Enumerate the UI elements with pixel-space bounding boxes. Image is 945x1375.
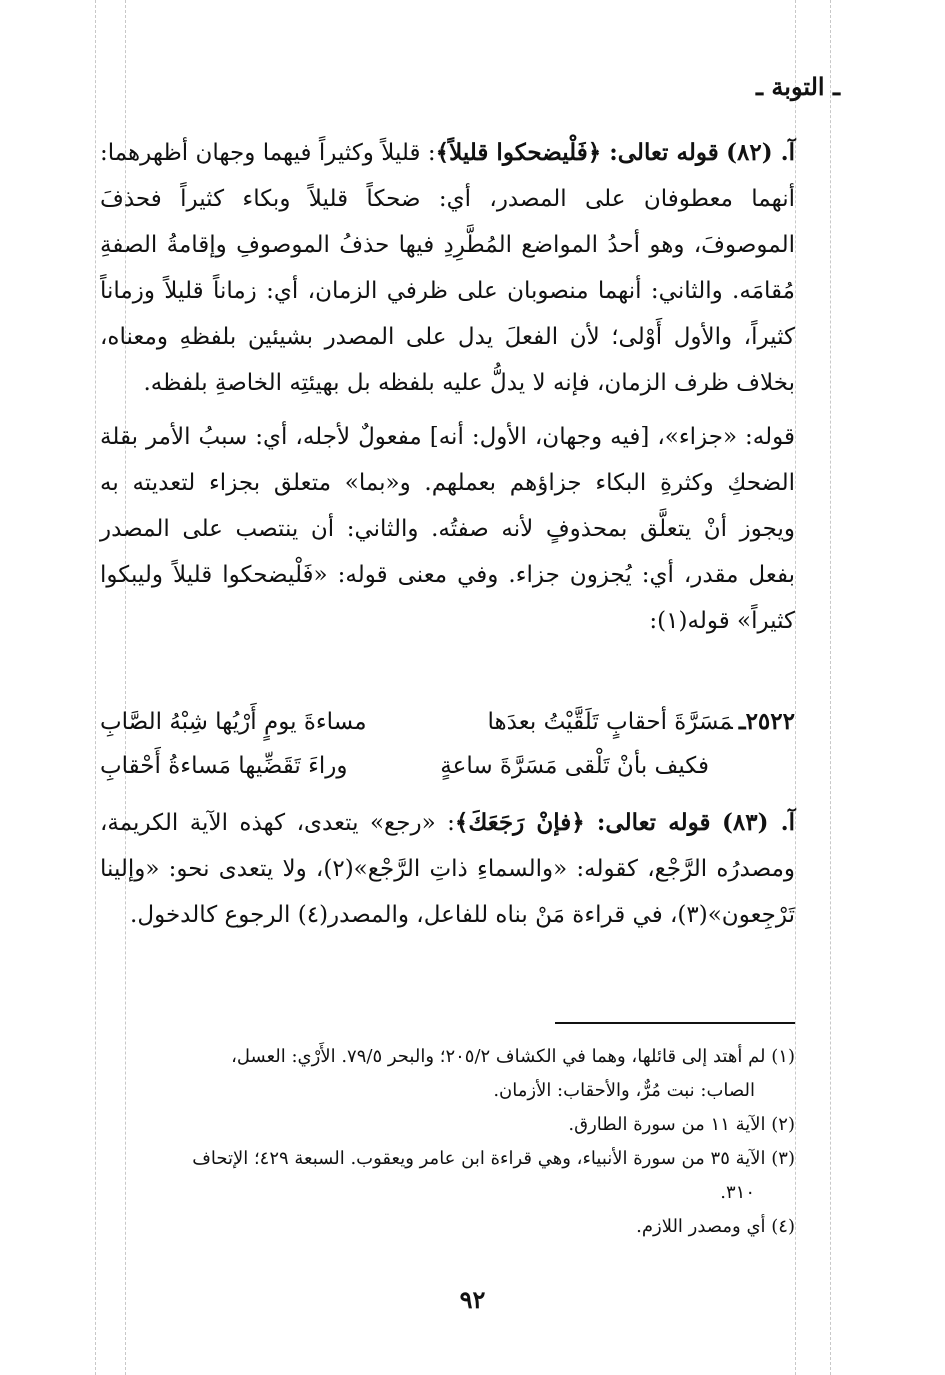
verse-line-2 (100, 744, 795, 788)
hemistich-left: مساءةَ يومٍ أَرْيُها شِبْهُ الصَّابِ (100, 709, 367, 735)
footnote-separator (555, 1022, 795, 1024)
verse-line-1 (100, 700, 795, 744)
hemistich-right: فكيف بأنْ تَلْقى مَسَرَّةَ ساعةٍ (440, 753, 709, 779)
footnote-3-continued: ٣١٠. (720, 1182, 755, 1203)
footnote-1: (١) لم أهتد إلى قائلها، وهما في الكشاف ٢٠٥/٢؛ والبحر ٧٩/٥. الأَرْي: العسل، (231, 1046, 795, 1067)
quran-quote: قوله تعالى: ﴿فإنْ رَجَعَكَ﴾ (454, 809, 711, 836)
paragraph-text: : «رجع» يتعدى، كهذه الآية الكريمة، ومصدرُه الرَّجْع، كقوله: «والسماءِ ذاتِ الرَّجْع»(٢)، ولا يتعدى نحو: «وإلينا تَرْجِعون»(٣)، في قراءة مَنْ بناه للفاعل، والمصدر(٤) الرجوع كالدخول. (100, 810, 795, 928)
quran-quote: قوله تعالى: ﴿فَلْيضحكوا قليلاً﴾ (435, 139, 719, 166)
hemistich-left: وراءَ تَقَضِّيها مَساءةُ أَحْقابِ (100, 753, 348, 779)
page-number: ٩٢ (459, 1285, 486, 1314)
scan-margin-line (95, 0, 96, 1375)
footnote-3: (٣) الآية ٣٥ من سورة الأنبياء، وهي قراءة ابن عامر ويعقوب. السبعة ٤٢٩؛ الإتحاف (192, 1148, 795, 1169)
verse-number: آ. (٨٢) (726, 139, 796, 166)
main-text (100, 130, 795, 644)
footnotes (100, 1040, 795, 1244)
paragraph-verse-83 (100, 800, 795, 938)
main-text-continued (100, 800, 795, 938)
paragraph-verse-82 (100, 130, 795, 406)
footnote-4: (٤) أي ومصدر اللازم. (636, 1216, 795, 1237)
paragraph-jaza: قوله: «جزاء»، [فيه وجهان، الأول: أنه] مفعولٌ لأجله، أي: سببُ الأمر بقلة الضحكِ وكثرةِ البكاء جزاؤهم بعملهم. و«بما» متعلق بجزاء لتعديته به ويجوز أنْ يتعلَّق بمحذوفٍ لأنه صفتُه. والثاني: أن ينتصب على المصدر بفعل مقدر، أي: يُجزون جزاء. وفي معنى قوله: «فَلْيضحكوا قليلاً وليبكوا كثيراً» قوله(١): (100, 424, 795, 634)
hemistich-right: مَسَرَّةَ أحقابٍ تَلَقَّيْتُ بعدَها (487, 709, 733, 735)
verse-number: آ. (٨٣) (721, 809, 796, 836)
poetry-verse (100, 700, 795, 788)
paragraph-text: : قليلاً وكثيراً فيهما وجهان أظهرهما: أنهما معطوفان على المصدر، أي: ضحكاً قليلاً وبكاء كثيراً فحذفَ الموصوفَ، وهو أحدُ المواضع المُطَّرِدِ فيها حذفُ الموصوفِ وإقامةُ الصفةِ مُقامَه. والثاني: أنهما منصوبان على ظرفي الزمان، أي: زماناً قليلاً وزماناً كثيراً، والأول أَوْلى؛ لأن الفعلَ يدل على المصدر بشيئين بلفظهِ ومعناه، بخلاف ظرف الزمان، فإنه لا يدلُّ عليه بلفظه بل بهيئتِه الخاصةِ بلفظه. (100, 140, 795, 396)
footnote-2: (٢) الآية ١١ من سورة الطارق. (568, 1114, 795, 1135)
scan-margin-line (830, 0, 831, 1375)
scan-margin-line (795, 0, 796, 1375)
footnote-1-continued: الصاب: نبت مُرٌّ، والأحقاب: الأزمان. (493, 1080, 755, 1101)
running-title: ـ التوبة ـ (756, 72, 840, 101)
verse-index: ٢٥٢٢ـ (738, 708, 795, 735)
